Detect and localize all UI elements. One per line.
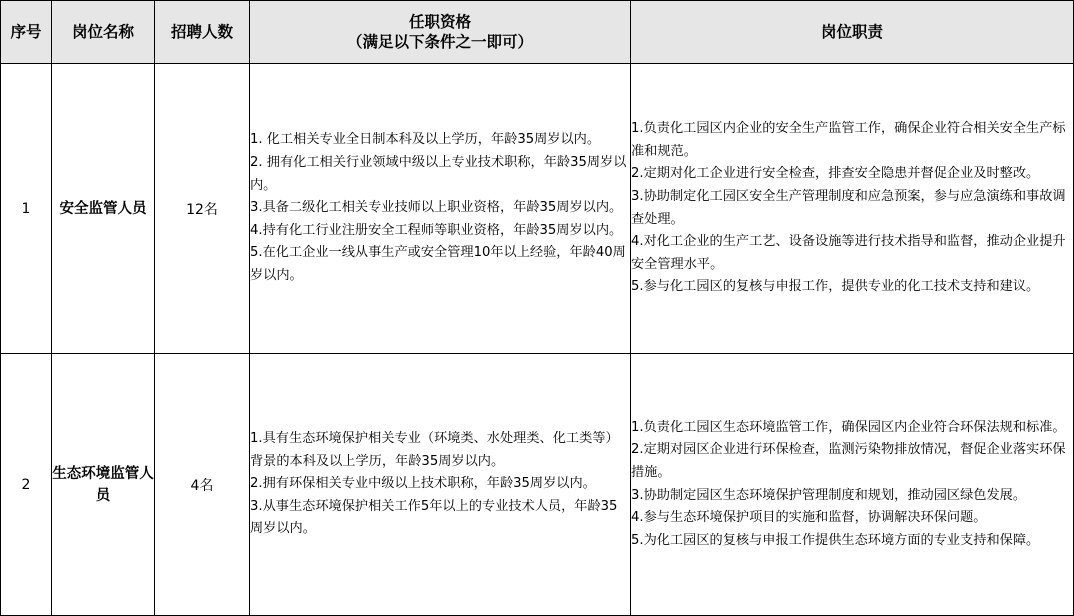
qualification-item: 2.拥有环保相关专业中级以上技术职称，年龄35周岁以内。 [250, 476, 596, 492]
cell-duties [631, 64, 1074, 354]
qualification-item: 1.具有生态环境保护相关专业（环境类、水处理类、化工类等）背景的本科及以上学历，年龄35周岁以内。 [250, 431, 619, 469]
header-headcount: 招聘人数 [155, 1, 250, 64]
cell-qualifications [250, 354, 631, 616]
cell-headcount: 4名 [155, 354, 250, 616]
duty-item: 5.参与化工园区的复核与申报工作，提供专业的化工技术支持和建议。 [631, 279, 1040, 295]
header-duties: 岗位职责 [631, 1, 1074, 64]
cell-seq: 1 [1, 64, 52, 354]
duty-item: 3.协助制定园区生态环境保护管理制度和规划，推动园区绿色发展。 [631, 487, 1027, 503]
header-qualifications-title: 任职资格 [408, 13, 471, 31]
duty-item: 5.为化工园区的复核与申报工作提供生态环境方面的专业支持和保障。 [631, 532, 1040, 548]
duty-item: 4.对化工企业的生产工艺、设备设施等进行技术指导和监督，推动企业提升安全管理水平。 [631, 234, 1066, 272]
cell-qualifications [250, 64, 631, 354]
duty-item: 2.定期对园区企业进行环保检查，监测污染物排放情况，督促企业落实环保措施。 [631, 442, 1066, 480]
table-row [1, 354, 1074, 616]
cell-position: 安全监管人员 [52, 64, 155, 354]
duty-item: 4.参与生态环境保护项目的实施和监督，协调解决环保问题。 [631, 510, 987, 526]
duty-item: 3.协助制定化工园区安全生产管理制度和应急预案，参与应急演练和事故调查处理。 [631, 188, 1066, 227]
qualification-item: 4.持有化工行业注册安全工程师等职业资格，年龄35周岁以内。 [250, 222, 623, 238]
duty-item: 2.定期对化工企业进行安全检查，排查安全隐患并督促企业及时整改。 [631, 166, 1040, 182]
duty-item: 1.负责化工园区生态环境监管工作，确保园区内企业符合环保法规和标准。 [631, 419, 1066, 435]
table-header-row [1, 1, 1074, 64]
qualification-item: 5.在化工企业一线从事生产或安全管理10年以上经验，年龄40周岁以内。 [250, 245, 626, 283]
cell-position: 生态环境监管人员 [52, 354, 155, 616]
header-qualifications [250, 1, 631, 64]
cell-headcount: 12名 [155, 64, 250, 354]
header-qualifications-note: （满足以下条件之一即可） [346, 33, 533, 51]
cell-seq: 2 [1, 354, 52, 616]
qualification-item: 2. 拥有化工相关行业领域中级以上专业技术职称，年龄35周岁以内。 [250, 155, 627, 193]
header-position: 岗位名称 [52, 1, 155, 64]
cell-duties [631, 354, 1074, 616]
qualification-item: 3.具备二级化工相关专业技师以上职业资格，年龄35周岁以内。 [250, 200, 623, 216]
header-seq: 序号 [1, 1, 52, 64]
qualification-item: 1. 化工相关专业全日制本科及以上学历，年龄35周岁以内。 [250, 132, 601, 148]
qualification-item: 3.从事生态环境保护相关工作5年以上的专业技术人员，年龄35周岁以内。 [250, 498, 618, 537]
table-row [1, 64, 1074, 354]
duty-item: 1.负责化工园区内企业的安全生产监管工作，确保企业符合相关安全生产标准和规范。 [631, 121, 1066, 159]
